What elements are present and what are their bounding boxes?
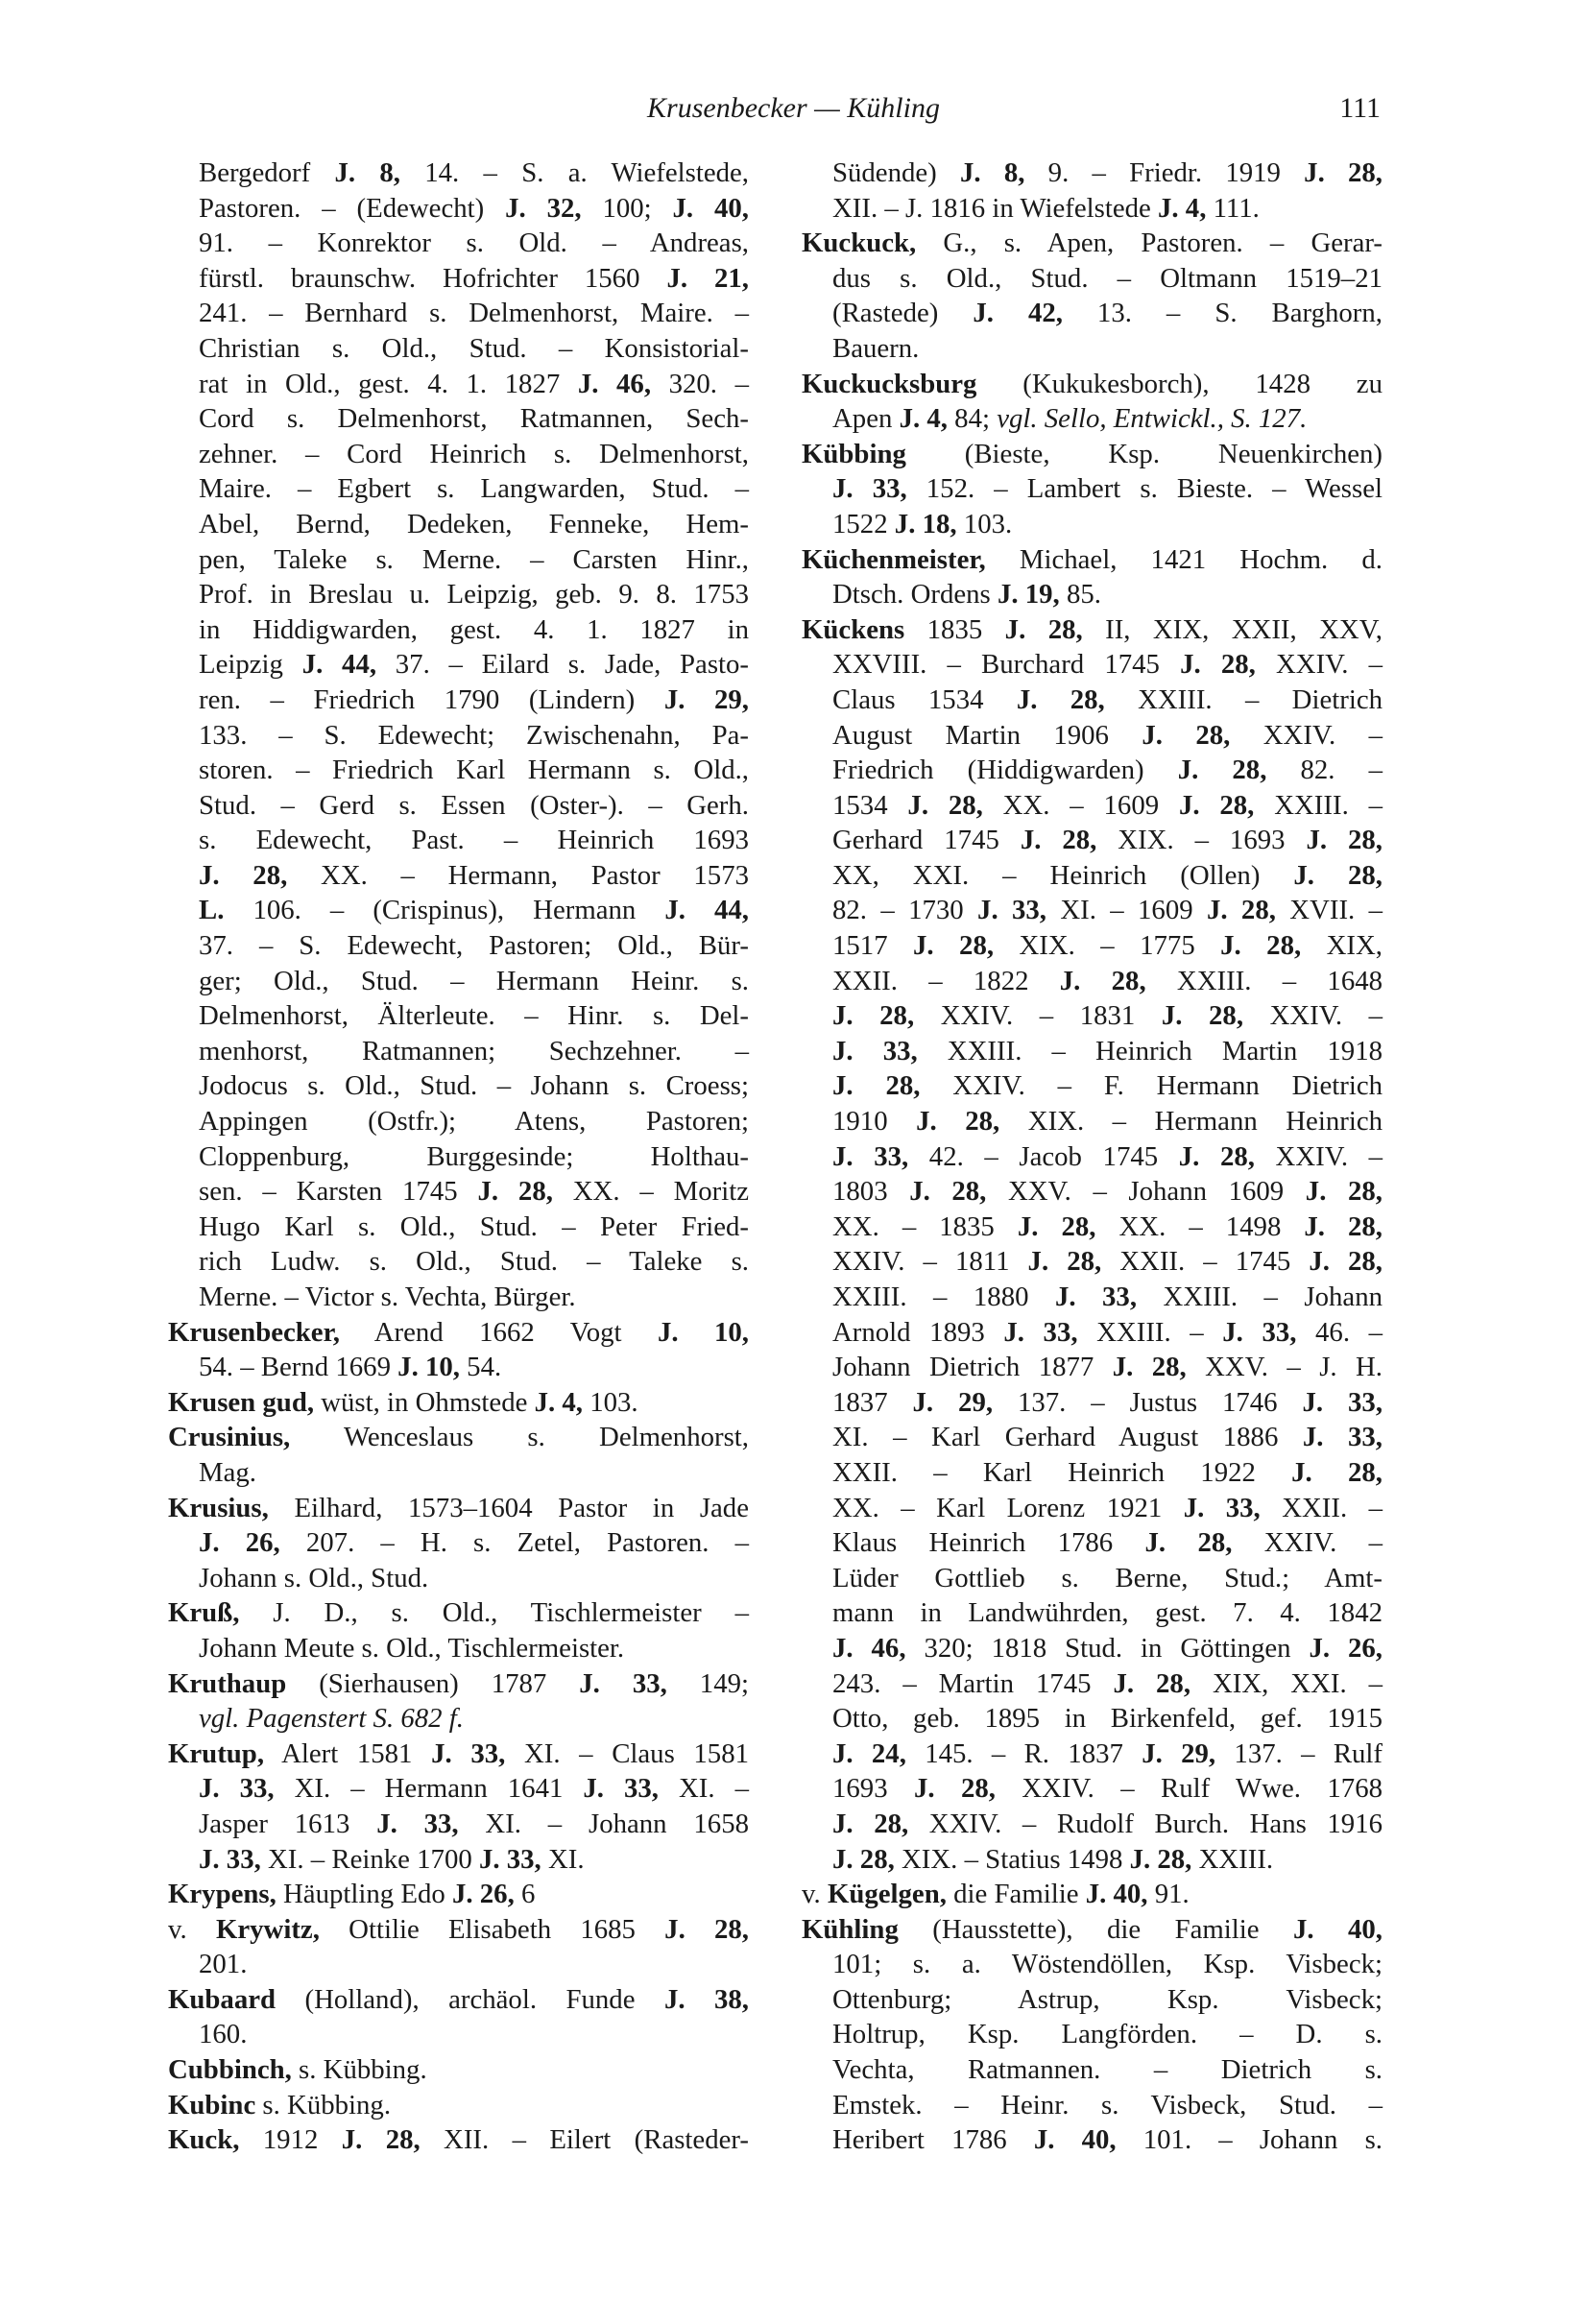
index-line: menhorst, Ratmannen; Sechzehner. – — [199, 1035, 749, 1066]
index-line: 54. – Bernd 1669 J. 10, 54. — [199, 1352, 502, 1383]
index-line: dus s. Old., Stud. – Oltmann 1519–21 — [832, 262, 1383, 294]
index-line: Kuckuck, G., s. Apen, Pastoren. – Gerar- — [802, 228, 1383, 259]
index-line: Appingen (Ostfr.); Atens, Pastoren; — [199, 1106, 749, 1138]
index-line: Ottenburg; Astrup, Ksp. Visbeck; — [832, 1983, 1383, 2015]
index-line: Krutup, Alert 1581 J. 33, XI. – Claus 1581 — [168, 1737, 750, 1769]
index-line: rat in Old., gest. 4. 1. 1827 J. 46, 320. – — [199, 368, 749, 399]
index-line: J. 33, XI. – Reinke 1700 J. 33, XI. — [199, 1843, 585, 1875]
index-line: ren. – Friedrich 1790 (Lindern) J. 29, — [199, 683, 749, 715]
index-line: pen, Taleke s. Merne. – Carsten Hinr., — [199, 543, 749, 575]
index-line: Bergedorf J. 8, 14. – S. a. Wiefelstede, — [199, 157, 749, 188]
index-line: Krusenbecker, Arend 1662 Vogt J. 10, — [168, 1316, 749, 1348]
index-line: Hugo Karl s. Old., Stud. – Peter Fried- — [199, 1210, 749, 1242]
index-line: Holtrup, Ksp. Langförden. – D. s. — [832, 2019, 1383, 2050]
index-line: XXIII. – 1880 J. 33, XXIII. – Johann — [832, 1282, 1383, 1312]
index-line: Kubinc s. Kübbing. — [168, 2089, 392, 2120]
index-line: 133. – S. Edewecht; Zwischenahn, Pa- — [199, 719, 749, 751]
index-line: 241. – Bernhard s. Delmenhorst, Maire. – — [199, 298, 749, 329]
index-line: J. 33, XXIII. – Heinrich Martin 1918 — [832, 1035, 1383, 1066]
page-header — [0, 0, 1587, 173]
index-line: Kühling (Hausstette), die Familie J. 40, — [802, 1913, 1383, 1945]
index-line: 243. – Martin 1745 J. 28, XIX, XXI. – — [832, 1667, 1383, 1699]
index-line: in Hiddigwarden, gest. 4. 1. 1827 in — [199, 613, 749, 645]
index-line: Merne. – Victor s. Vechta, Bürger. — [199, 1282, 576, 1312]
index-line: Jasper 1613 J. 33, XI. – Johann 1658 — [199, 1808, 749, 1839]
index-line: sen. – Karsten 1745 J. 28, XX. – Moritz — [199, 1176, 749, 1208]
index-line: fürstl. braunschw. Hofrichter 1560 J. 21, — [199, 262, 749, 294]
index-line: zehner. – Cord Heinrich s. Delmenhorst, — [199, 438, 749, 469]
index-line: Johann Meute s. Old., Tischlermeister. — [199, 1632, 625, 1664]
index-line: Johann s. Old., Stud. — [199, 1562, 429, 1593]
index-line: Maire. – Egbert s. Langwarden, Stud. – — [199, 473, 749, 505]
index-line: Crusinius, Wenceslaus s. Delmenhorst, — [168, 1422, 749, 1453]
index-line: Kübbing (Bieste, Ksp. Neuenkirchen) — [802, 438, 1383, 469]
running-head: Krusenbecker — Kühling — [647, 92, 940, 124]
index-line: Apen J. 4, 84; vgl. Sello, Entwickl., S. 127. — [832, 403, 1308, 435]
page-number: 111 — [1339, 92, 1381, 124]
index-line: XII. – J. 1816 in Wiefelstede J. 4, 111. — [832, 192, 1260, 224]
index-line: Cubbinch, s. Kübbing. — [168, 2054, 427, 2086]
index-line: XXII. – 1822 J. 28, XXIII. – 1648 — [832, 965, 1383, 996]
index-line: Kruß, J. D., s. Old., Tischlermeister – — [168, 1597, 749, 1629]
index-line: v. Kügelgen, die Familie J. 40, 91. — [802, 1879, 1190, 1910]
index-line: Kruthaup (Sierhausen) 1787 J. 33, 149; — [168, 1667, 749, 1699]
index-line: XXII. – Karl Heinrich 1922 J. 28, — [832, 1456, 1383, 1488]
index-line: Küchenmeister, Michael, 1421 Hochm. d. — [802, 543, 1383, 575]
index-line: J. 46, 320; 1818 Stud. in Göttingen J. 26, — [832, 1632, 1383, 1664]
index-line: J. 26, 207. – H. s. Zetel, Pastoren. – — [199, 1527, 749, 1559]
index-line: Kückens 1835 J. 28, II, XIX, XXII, XXV, — [802, 613, 1383, 645]
index-line: 1803 J. 28, XXV. – Johann 1609 J. 28, — [832, 1176, 1383, 1208]
index-line: Claus 1534 J. 28, XXIII. – Dietrich — [832, 683, 1383, 715]
index-line: XXVIII. – Burchard 1745 J. 28, XXIV. – — [832, 649, 1383, 681]
index-line: Otto, geb. 1895 in Birkenfeld, gef. 1915 — [832, 1703, 1383, 1735]
index-line: rich Ludw. s. Old., Stud. – Taleke s. — [199, 1246, 749, 1278]
index-line: Prof. in Breslau u. Leipzig, geb. 9. 8. 1753 — [199, 579, 749, 611]
index-line: Vechta, Ratmannen. – Dietrich s. — [832, 2054, 1383, 2086]
index-line: Dtsch. Ordens J. 19, 85. — [832, 579, 1101, 611]
index-line: J. 24, 145. – R. 1837 J. 29, 137. – Rulf — [832, 1737, 1383, 1769]
index-line: Kubaard (Holland), archäol. Funde J. 38, — [168, 1983, 750, 2015]
index-line: 101; s. a. Wöstendöllen, Ksp. Visbeck; — [832, 1949, 1383, 1980]
index-line: 37. – S. Edewecht, Pastoren; Old., Bür- — [199, 930, 749, 962]
index-line: Krusen gud, wüst, in Ohmstede J. 4, 103. — [168, 1386, 638, 1418]
index-line: Johann Dietrich 1877 J. 28, XXV. – J. H. — [832, 1352, 1383, 1383]
index-line: Emstek. – Heinr. s. Visbeck, Stud. – — [832, 2089, 1383, 2120]
index-line: 1910 J. 28, XIX. – Hermann Heinrich — [832, 1106, 1383, 1138]
index-line: 201. — [199, 1949, 248, 1980]
index-line: v. Krywitz, Ottilie Elisabeth 1685 J. 28, — [168, 1913, 749, 1945]
index-line: Leipzig J. 44, 37. – Eilard s. Jade, Pasto- — [199, 649, 750, 681]
index-line: Abel, Bernd, Dedeken, Fenneke, Hem- — [199, 508, 749, 539]
index-line: 160. — [199, 2019, 248, 2050]
index-line: Südende) J. 8, 9. – Friedr. 1919 J. 28, — [832, 157, 1383, 188]
index-line: 1522 J. 18, 103. — [832, 508, 1013, 539]
index-line: L. 106. – (Crispinus), Hermann J. 44, — [199, 895, 749, 926]
index-line: s. Edewecht, Past. – Heinrich 1693 — [199, 825, 749, 856]
index-line: Jodocus s. Old., Stud. – Johann s. Croess; — [199, 1070, 749, 1102]
right-column — [802, 156, 1383, 2158]
index-line: Krypens, Häuptling Edo J. 26, 6 — [168, 1879, 536, 1910]
index-line: J. 28, XXIV. – 1831 J. 28, XXIV. – — [832, 1000, 1383, 1032]
index-line: J. 28, XIX. – Statius 1498 J. 28, XXIII. — [832, 1843, 1274, 1875]
index-line: J. 33, 42. – Jacob 1745 J. 28, XXIV. – — [832, 1140, 1383, 1172]
index-line: Kuck, 1912 J. 28, XII. – Eilert (Rasteder- — [168, 2124, 749, 2156]
index-line: Friedrich (Hiddigwarden) J. 28, 82. – — [832, 755, 1383, 786]
index-line: (Rastede) J. 42, 13. – S. Barghorn, — [832, 298, 1383, 329]
index-line: Pastoren. – (Edewecht) J. 32, 100; J. 40, — [199, 192, 749, 224]
index-line: Klaus Heinrich 1786 J. 28, XXIV. – — [832, 1527, 1383, 1559]
index-line: XXIV. – 1811 J. 28, XXII. – 1745 J. 28, — [832, 1246, 1383, 1278]
index-line: Cloppenburg, Burggesinde; Holthau- — [199, 1140, 749, 1172]
index-line: Bauern. — [832, 332, 920, 364]
index-line: J. 33, 152. – Lambert s. Bieste. – Wessel — [832, 473, 1383, 505]
index-line: XX. – Karl Lorenz 1921 J. 33, XXII. – — [832, 1492, 1383, 1523]
index-line: Lüder Gottlieb s. Berne, Stud.; Amt- — [832, 1562, 1383, 1593]
index-line: XX. – 1835 J. 28, XX. – 1498 J. 28, — [832, 1210, 1383, 1242]
index-line: storen. – Friedrich Karl Hermann s. Old., — [199, 755, 749, 786]
index-line: 1517 J. 28, XIX. – 1775 J. 28, XIX, — [832, 930, 1383, 962]
index-line: Delmenhorst, Älterleute. – Hinr. s. Del- — [199, 1000, 749, 1032]
index-line: Krusius, Eilhard, 1573–1604 Pastor in Jade — [168, 1492, 749, 1523]
index-line: ger; Old., Stud. – Hermann Heinr. s. — [199, 965, 749, 996]
index-line: Gerhard 1745 J. 28, XIX. – 1693 J. 28, — [832, 825, 1383, 856]
index-line: Christian s. Old., Stud. – Konsistorial- — [199, 332, 749, 364]
index-line: XI. – Karl Gerhard August 1886 J. 33, — [832, 1422, 1383, 1453]
index-line: J. 28, XX. – Hermann, Pastor 1573 — [199, 859, 749, 891]
index-line: Kuckucksburg (Kukukesborch), 1428 zu — [802, 368, 1383, 399]
index-line: Mag. — [199, 1456, 256, 1488]
index-line: XX, XXI. – Heinrich (Ollen) J. 28, — [832, 859, 1383, 891]
index-line: 1837 J. 29, 137. – Justus 1746 J. 33, — [832, 1386, 1383, 1418]
index-line: Heribert 1786 J. 40, 101. – Johann s. — [832, 2124, 1383, 2156]
index-line: 1693 J. 28, XXIV. – Rulf Wwe. 1768 — [832, 1773, 1383, 1805]
index-line: 1534 J. 28, XX. – 1609 J. 28, XXIII. – — [832, 789, 1383, 821]
index-line: Stud. – Gerd s. Essen (Oster-). – Gerh. — [199, 789, 749, 821]
left-column — [168, 156, 749, 2158]
index-line: vgl. Pagenstert S. 682 f. — [199, 1703, 464, 1735]
index-line: 91. – Konrektor s. Old. – Andreas, — [199, 228, 749, 259]
index-line: August Martin 1906 J. 28, XXIV. – — [832, 719, 1383, 751]
index-line: Arnold 1893 J. 33, XXIII. – J. 33, 46. – — [832, 1316, 1383, 1348]
index-line: 82. – 1730 J. 33, XI. – 1609 J. 28, XVII. – — [832, 895, 1383, 926]
index-line: J. 33, XI. – Hermann 1641 J. 33, XI. – — [199, 1773, 750, 1805]
index-line: mann in Landwührden, gest. 7. 4. 1842 — [832, 1597, 1383, 1629]
index-line: J. 28, XXIV. – Rudolf Burch. Hans 1916 — [832, 1808, 1383, 1839]
index-line: Cord s. Delmenhorst, Ratmannen, Sech- — [199, 403, 749, 435]
index-line: J. 28, XXIV. – F. Hermann Dietrich — [832, 1070, 1383, 1102]
